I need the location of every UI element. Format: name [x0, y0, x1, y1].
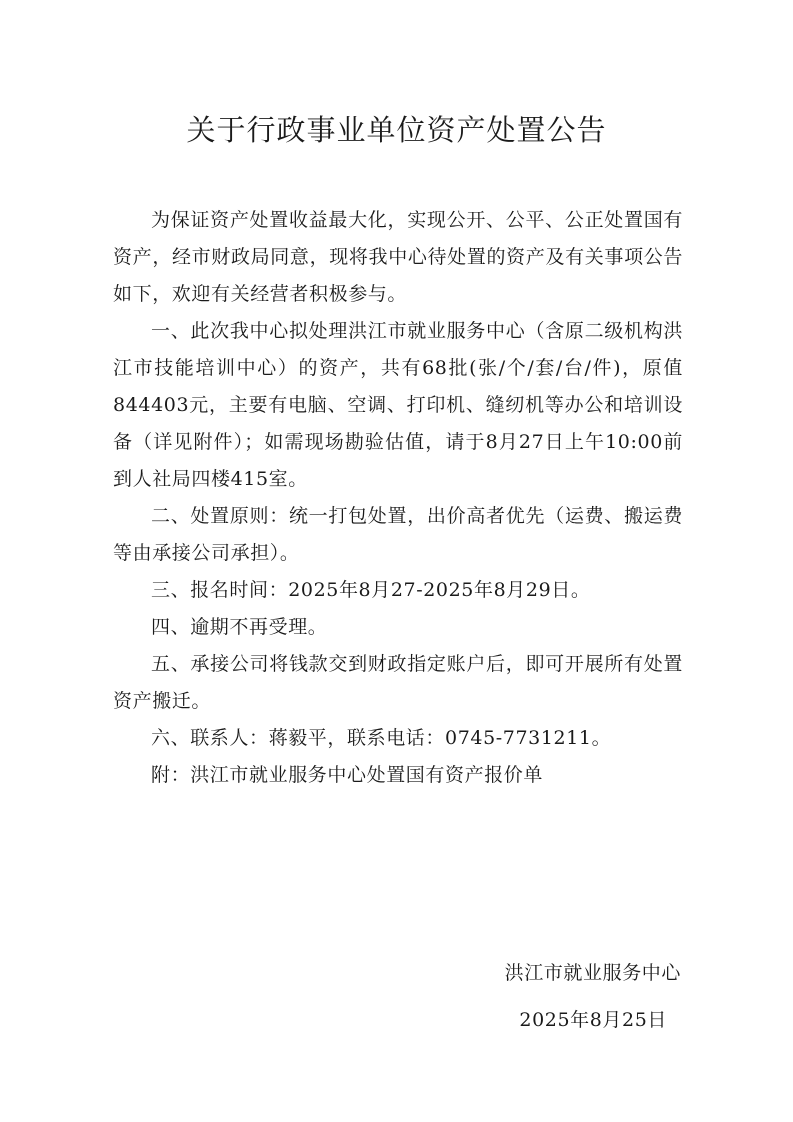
item-3-registration-time: 三、报名时间：2025年8月27-2025年8月29日。 [151, 579, 591, 601]
item-4-overdue-notice: 四、逾期不再受理。 [151, 616, 328, 638]
document-body [113, 202, 683, 794]
intro-paragraph: 为保证资产处置收益最大化，实现公开、公平、公正处置国有资产，经市财政局同意，现将我中心待处置的资产及有关事项公告如下，欢迎有关经营者积极参与。 [113, 209, 683, 305]
item-5-payment-relocation: 五、承接公司将钱款交到财政指定账户后，即可开展所有处置资产搬迁。 [113, 653, 683, 712]
signature-block [505, 950, 681, 1044]
document-title: 关于行政事业单位资产处置公告 [186, 113, 607, 147]
signature-date: 2025年8月25日 [519, 1009, 667, 1031]
item-6-contact: 六、联系人：蒋毅平，联系电话：0745-7731211。 [151, 727, 612, 749]
item-2-disposal-principle: 二、处置原则：统一打包处置，出价高者优先（运费、搬运费等由承接公司承担）。 [113, 505, 683, 564]
item-1-asset-details: 一、此次我中心拟处理洪江市就业服务中心（含原二级机构洪江市技能培训中心）的资产，共有68批(张/个/套/台/件)，原值844403元，主要有电脑、空调、打印机、缝纫机等办公和培训设备（详见附件）；如需现场勘验估值，请于8月27日上午10:00前到人社局四楼415室。 [113, 320, 683, 490]
signature-organization: 洪江市就业服务中心 [504, 962, 681, 984]
attachment-note: 附：洪江市就业服务中心处置国有资产报价单 [151, 764, 544, 786]
